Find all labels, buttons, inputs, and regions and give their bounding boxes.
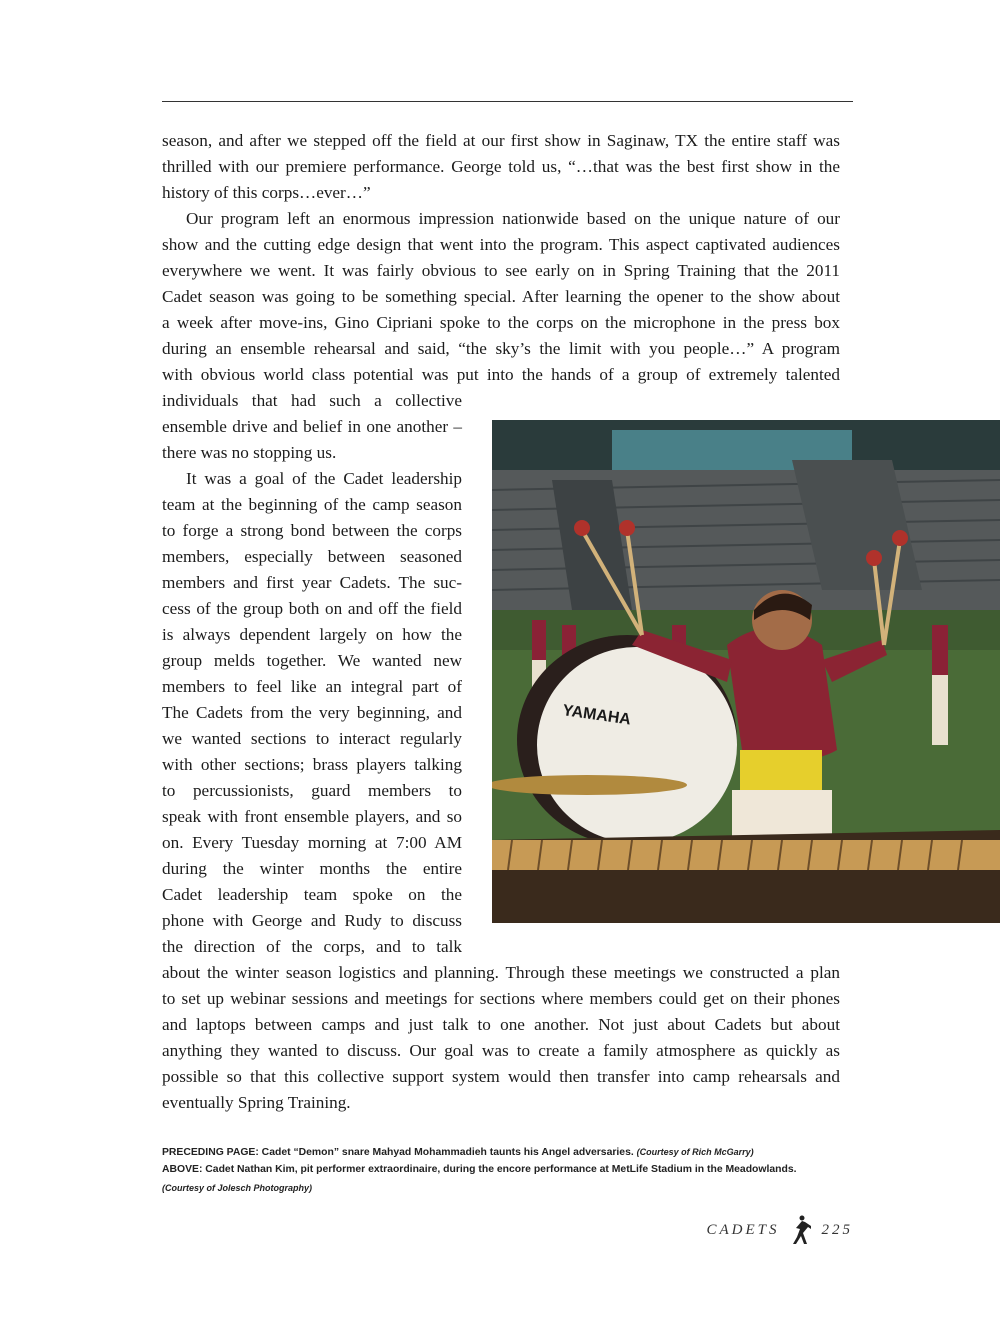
text-line: members, especially between seasoned — [162, 547, 462, 566]
drum-brand-label: YAMAHA — [561, 702, 632, 729]
text-line: is always dependent largely on how the — [162, 625, 462, 644]
text-line: possible so that this collective support system would then transfer into camp rehearsals and — [162, 1067, 840, 1086]
caption-preceding-credit: (Courtesy of Rich McGarry) — [636, 1147, 754, 1157]
text-line: phone with George and Rudy to discuss — [162, 911, 462, 930]
text-line: members and first year Cadets. The suc- — [162, 573, 462, 592]
footer-title: CADETS — [706, 1221, 780, 1238]
text-line: everywhere we went. It was fairly obvious to see early on in Spring Training that the 2011 — [162, 261, 840, 280]
text-line: members to feel like an integral part of — [162, 677, 462, 696]
text-line: show and the cutting edge design that went into the program. This aspect captivated audiences — [162, 235, 840, 254]
text-line: speak with front ensemble players, and so — [162, 807, 462, 826]
text-line: eventually Spring Training. — [162, 1093, 351, 1112]
photo-pit-performer — [492, 420, 1000, 923]
text-line: to forge a strong bond between the corps — [162, 521, 462, 540]
text-line: Cadet season was going to be something special. After learning the opener to the show about — [162, 287, 840, 306]
caption-preceding-text: PRECEDING PAGE: Cadet “Demon” snare Mahyad Mohammadieh taunts his Angel adversaries. — [162, 1147, 634, 1158]
text-line: and laptops between camps and just talk to one another. Not just about Cadets but about — [162, 1015, 840, 1034]
text-line: to percussionists, guard members to — [162, 781, 462, 800]
text-line: team at the beginning of the camp season — [162, 495, 462, 514]
text-line: It was a goal of the Cadet leadership — [186, 469, 462, 488]
text-line: ensemble drive and belief in one another – — [162, 417, 462, 436]
caption-preceding — [162, 1144, 852, 1161]
page-number: 225 — [821, 1221, 853, 1238]
text-line: during the winter months the entire — [162, 859, 462, 878]
text-line: group melds together. We wanted new — [162, 651, 462, 670]
caption-above-text: ABOVE: Cadet Nathan Kim, pit performer extraordinaire, during the encore performance at MetLife Stadium in the Meadowlands. — [162, 1164, 797, 1175]
text-line: thrilled with our premiere performance. George told us, “…that was the best first show in the — [162, 157, 840, 176]
text-line: there was no stopping us. — [162, 443, 337, 462]
text-line: cess of the group both on and off the field — [162, 599, 462, 618]
cadets-figure-logo-icon — [790, 1215, 812, 1245]
header-rule — [162, 101, 853, 102]
caption-above-credit: (Courtesy of Jolesch Photography) — [162, 1183, 313, 1193]
text-line: during an ensemble rehearsal and said, “the sky’s the limit with you people…” A program — [162, 339, 840, 358]
caption-above-credit-line — [162, 1180, 852, 1197]
caption-above — [162, 1162, 852, 1178]
text-line: a week after move-ins, Gino Cipriani spoke to the corps on the microphone in the press box — [162, 313, 840, 332]
text-line: The Cadets from the very beginning, and — [162, 703, 462, 722]
text-line: Our program left an enormous impression nationwide based on the unique nature of our — [186, 209, 840, 228]
text-line: anything they wanted to discuss. Our goal was to create a family atmosphere as quickly as — [162, 1041, 840, 1060]
text-line: history of this corps…ever…” — [162, 183, 371, 202]
text-line: on. Every Tuesday morning at 7:00 AM — [162, 833, 462, 852]
text-line: the direction of the corps, and to talk — [162, 937, 462, 956]
text-line: season, and after we stepped off the field at our first show in Saginaw, TX the entire staff was — [162, 131, 840, 150]
text-line: Cadet leadership team spoke on the — [162, 885, 462, 904]
text-line: to set up webinar sessions and meetings for sections where members could get on their phones — [162, 989, 840, 1008]
text-line: with obvious world class potential was put into the hands of a group of extremely talented — [162, 365, 840, 384]
page-footer — [706, 1215, 853, 1245]
text-line: individuals that had such a collective — [162, 391, 462, 410]
text-line: with other sections; brass players talking — [162, 755, 462, 774]
text-line: about the winter season logistics and planning. Through these meetings we constructed a plan — [162, 963, 840, 982]
text-line: we wanted sections to interact regularly — [162, 729, 462, 748]
